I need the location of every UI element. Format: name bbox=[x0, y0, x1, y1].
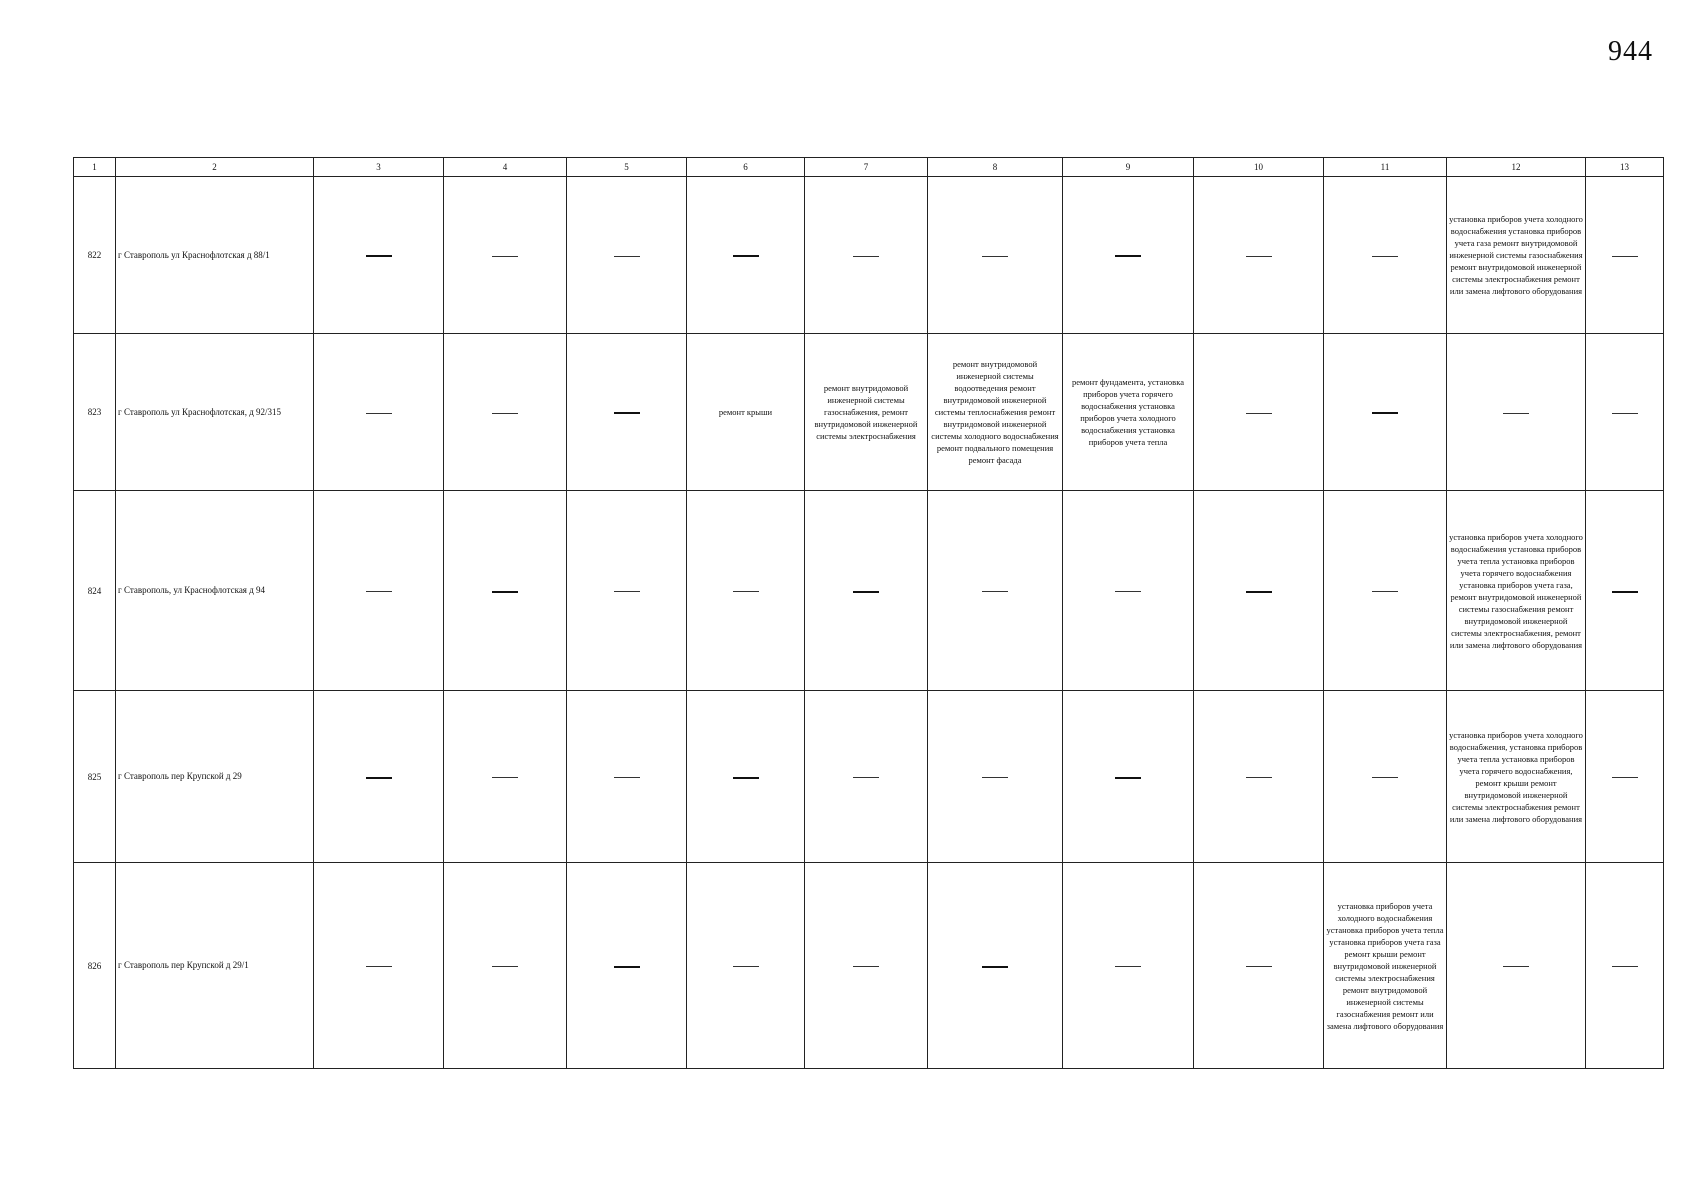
column-number: 11 bbox=[1324, 158, 1447, 177]
work-cell-col-10 bbox=[1194, 691, 1324, 863]
empty-dash bbox=[1612, 413, 1638, 414]
empty-dash bbox=[1246, 256, 1272, 257]
column-number: 5 bbox=[567, 158, 687, 177]
work-description: ремонт крыши bbox=[718, 407, 773, 417]
work-cell-col-4 bbox=[444, 863, 567, 1069]
empty-dash bbox=[982, 591, 1008, 592]
column-number: 6 bbox=[687, 158, 805, 177]
work-cell-col-11 bbox=[1324, 491, 1447, 691]
empty-dash bbox=[733, 591, 759, 592]
work-cell-col-3 bbox=[314, 177, 444, 334]
work-cell-col-13 bbox=[1586, 491, 1664, 691]
empty-dash bbox=[492, 256, 518, 257]
empty-dash bbox=[614, 256, 640, 257]
empty-dash bbox=[1372, 412, 1398, 414]
table-row bbox=[74, 491, 1664, 691]
work-cell-col-3 bbox=[314, 334, 444, 491]
work-description: установка приборов учета холодного водоснабжения установка приборов учета тепла установка приборов учета горячего водоснабжения установка приборов учета газа, ремонт внутридомовой инженерной системы газоснабжения ремонт внутридомовой инженерной системы электроснабжения, ремонт или замена лифтового оборудования bbox=[1449, 531, 1583, 650]
work-cell-col-13 bbox=[1586, 863, 1664, 1069]
work-cell-col-7 bbox=[805, 334, 928, 491]
work-cell-col-5 bbox=[567, 691, 687, 863]
work-cell-col-10 bbox=[1194, 491, 1324, 691]
work-cell-col-6 bbox=[687, 491, 805, 691]
empty-dash bbox=[1246, 413, 1272, 414]
empty-dash bbox=[1115, 591, 1141, 592]
work-cell-col-4 bbox=[444, 691, 567, 863]
work-description: ремонт внутридомовой инженерной системы водоотведения ремонт внутридомовой инженерной системы теплоснабжения ремонт внутридомовой инженерной системы холодного водоснабжения ремонт подвального помещения ремонт фасада bbox=[931, 359, 1059, 465]
work-cell-col-4 bbox=[444, 491, 567, 691]
empty-dash bbox=[733, 966, 759, 967]
empty-dash bbox=[982, 966, 1008, 968]
work-cell-col-6 bbox=[687, 177, 805, 334]
address-cell: г Ставрополь ул Краснофлотская д 88/1 bbox=[116, 177, 314, 334]
column-number: 2 bbox=[116, 158, 314, 177]
work-cell-col-6 bbox=[687, 691, 805, 863]
work-description: установка приборов учета холодного водоснабжения установка приборов учета газа ремонт внутридомовой инженерной системы газоснабжения ремонт внутридомовой инженерной системы электроснабжения ремонт или замена лифтового оборудования bbox=[1449, 214, 1583, 296]
column-number: 7 bbox=[805, 158, 928, 177]
column-number: 3 bbox=[314, 158, 444, 177]
empty-dash bbox=[614, 966, 640, 968]
work-cell-col-7 bbox=[805, 491, 928, 691]
empty-dash bbox=[492, 966, 518, 967]
empty-dash bbox=[1246, 966, 1272, 967]
work-cell-col-12 bbox=[1447, 177, 1586, 334]
work-cell-col-13 bbox=[1586, 177, 1664, 334]
work-cell-col-7 bbox=[805, 863, 928, 1069]
work-description: ремонт фундамента, установка приборов учета горячего водоснабжения установка приборов учета холодного водоснабжения установка приборов учета тепла bbox=[1072, 377, 1184, 447]
work-cell-col-8 bbox=[928, 691, 1063, 863]
work-cell-col-11 bbox=[1324, 863, 1447, 1069]
work-cell-col-13 bbox=[1586, 691, 1664, 863]
empty-dash bbox=[1115, 777, 1141, 779]
address-cell: г Ставрополь, ул Краснофлотская д 94 bbox=[116, 491, 314, 691]
empty-dash bbox=[366, 777, 392, 779]
work-cell-col-10 bbox=[1194, 177, 1324, 334]
work-cell-col-6 bbox=[687, 863, 805, 1069]
work-description: ремонт внутридомовой инженерной системы газоснабжения, ремонт внутридомовой инженерной системы электроснабжения bbox=[814, 383, 918, 441]
work-cell-col-7 bbox=[805, 691, 928, 863]
empty-dash bbox=[1246, 777, 1272, 778]
column-number: 4 bbox=[444, 158, 567, 177]
empty-dash bbox=[982, 256, 1008, 257]
empty-dash bbox=[1612, 966, 1638, 967]
address-cell: г Ставрополь пер Крупской д 29/1 bbox=[116, 863, 314, 1069]
row-number: 823 bbox=[74, 334, 116, 491]
works-table bbox=[73, 157, 1664, 1069]
empty-dash bbox=[853, 256, 879, 257]
empty-dash bbox=[492, 777, 518, 778]
column-number-row bbox=[74, 158, 1664, 177]
empty-dash bbox=[1612, 591, 1638, 593]
work-cell-col-3 bbox=[314, 863, 444, 1069]
work-cell-col-9 bbox=[1063, 177, 1194, 334]
empty-dash bbox=[492, 591, 518, 593]
column-number: 13 bbox=[1586, 158, 1664, 177]
empty-dash bbox=[366, 966, 392, 967]
empty-dash bbox=[1372, 777, 1398, 778]
work-cell-col-3 bbox=[314, 691, 444, 863]
address-cell: г Ставрополь ул Краснофлотская, д 92/315 bbox=[116, 334, 314, 491]
work-cell-col-5 bbox=[567, 863, 687, 1069]
work-cell-col-11 bbox=[1324, 177, 1447, 334]
work-cell-col-4 bbox=[444, 177, 567, 334]
work-cell-col-4 bbox=[444, 334, 567, 491]
column-number: 9 bbox=[1063, 158, 1194, 177]
empty-dash bbox=[853, 777, 879, 778]
work-cell-col-11 bbox=[1324, 691, 1447, 863]
table-row bbox=[74, 177, 1664, 334]
address-cell: г Ставрополь пер Крупской д 29 bbox=[116, 691, 314, 863]
empty-dash bbox=[1503, 413, 1529, 414]
empty-dash bbox=[982, 777, 1008, 778]
work-cell-col-8 bbox=[928, 177, 1063, 334]
work-cell-col-12 bbox=[1447, 863, 1586, 1069]
empty-dash bbox=[366, 255, 392, 257]
work-cell-col-11 bbox=[1324, 334, 1447, 491]
column-number: 1 bbox=[74, 158, 116, 177]
column-number: 12 bbox=[1447, 158, 1586, 177]
row-number: 825 bbox=[74, 691, 116, 863]
work-cell-col-12 bbox=[1447, 691, 1586, 863]
work-cell-col-3 bbox=[314, 491, 444, 691]
column-number: 8 bbox=[928, 158, 1063, 177]
work-cell-col-8 bbox=[928, 863, 1063, 1069]
empty-dash bbox=[1246, 591, 1272, 593]
table-row bbox=[74, 863, 1664, 1069]
table-row bbox=[74, 334, 1664, 491]
empty-dash bbox=[733, 777, 759, 779]
work-cell-col-8 bbox=[928, 334, 1063, 491]
work-cell-col-6 bbox=[687, 334, 805, 491]
work-cell-col-10 bbox=[1194, 334, 1324, 491]
work-cell-col-9 bbox=[1063, 491, 1194, 691]
work-cell-col-5 bbox=[567, 491, 687, 691]
empty-dash bbox=[1612, 256, 1638, 257]
work-cell-col-5 bbox=[567, 334, 687, 491]
empty-dash bbox=[366, 591, 392, 592]
work-cell-col-9 bbox=[1063, 863, 1194, 1069]
work-cell-col-9 bbox=[1063, 334, 1194, 491]
empty-dash bbox=[1372, 591, 1398, 592]
work-cell-col-10 bbox=[1194, 863, 1324, 1069]
work-cell-col-9 bbox=[1063, 691, 1194, 863]
work-cell-col-13 bbox=[1586, 334, 1664, 491]
empty-dash bbox=[853, 591, 879, 593]
row-number: 824 bbox=[74, 491, 116, 691]
empty-dash bbox=[1115, 966, 1141, 967]
work-cell-col-5 bbox=[567, 177, 687, 334]
empty-dash bbox=[614, 777, 640, 778]
row-number: 826 bbox=[74, 863, 116, 1069]
work-description: установка приборов учета холодного водоснабжения установка приборов учета тепла установка приборов учета газа ремонт крыши ремонт внутридомовой инженерной системы электроснабжения ремонт внутридомовой инженерной системы газоснабжения ремонт или замена лифтового оборудования bbox=[1326, 900, 1444, 1031]
empty-dash bbox=[366, 413, 392, 414]
empty-dash bbox=[853, 966, 879, 967]
table-row bbox=[74, 691, 1664, 863]
empty-dash bbox=[733, 255, 759, 257]
empty-dash bbox=[1503, 966, 1529, 967]
empty-dash bbox=[614, 591, 640, 592]
work-cell-col-12 bbox=[1447, 491, 1586, 691]
work-description: установка приборов учета холодного водоснабжения, установка приборов учета тепла установка приборов учета горячего водоснабжения, ремонт крыши ремонт внутридомовой инженерной системы электроснабжения ремонт или замена лифтового оборудования bbox=[1449, 729, 1583, 824]
empty-dash bbox=[614, 412, 640, 414]
empty-dash bbox=[1372, 256, 1398, 257]
work-cell-col-12 bbox=[1447, 334, 1586, 491]
work-cell-col-8 bbox=[928, 491, 1063, 691]
empty-dash bbox=[492, 413, 518, 414]
work-cell-col-7 bbox=[805, 177, 928, 334]
column-number: 10 bbox=[1194, 158, 1324, 177]
empty-dash bbox=[1612, 777, 1638, 778]
page-number: 944 bbox=[1608, 36, 1653, 67]
row-number: 822 bbox=[74, 177, 116, 334]
empty-dash bbox=[1115, 255, 1141, 257]
